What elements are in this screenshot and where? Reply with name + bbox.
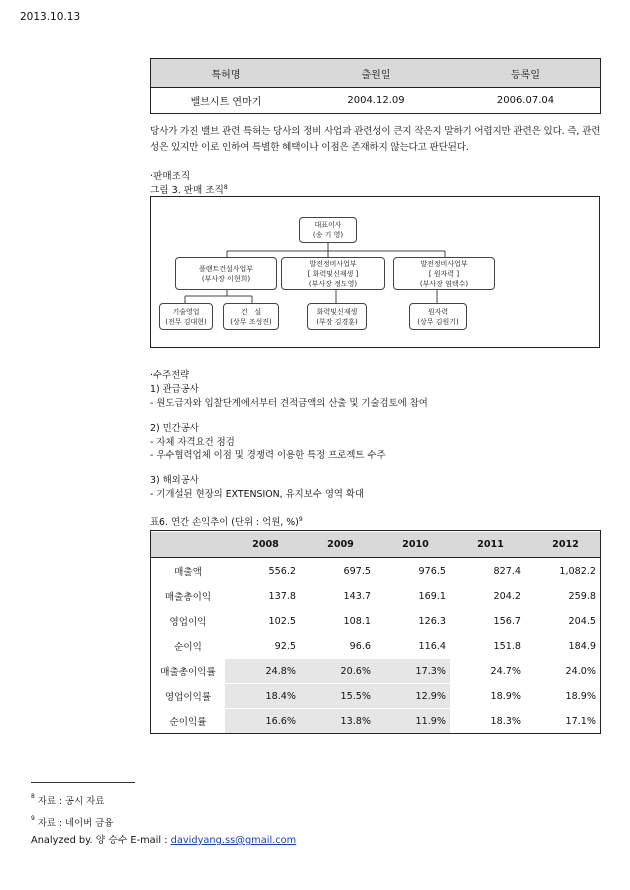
value-cell: 24.7%	[490, 665, 521, 677]
org-div2-title: 발전정비사업부	[309, 259, 357, 268]
value-cell: 169.1	[418, 590, 446, 602]
value-cell: 96.6	[349, 640, 371, 652]
value-cell: 204.2	[493, 590, 521, 602]
value-cell: 116.4	[418, 640, 446, 652]
strategy-p2-line1: - 자체 자격요건 점검	[150, 437, 235, 448]
value-cell: 151.8	[493, 640, 521, 652]
income-table	[150, 530, 601, 734]
strategy-section-title: ·수주전략	[150, 370, 190, 381]
org-box-ceo	[299, 217, 357, 243]
income-table-header	[151, 531, 600, 558]
org-box-plant-division	[175, 257, 277, 290]
income-header-year: 2010	[402, 539, 429, 550]
figure-caption-sup: 8	[223, 183, 228, 191]
value-cell: 126.3	[418, 615, 446, 627]
org-div2-name: (부사장 정도영)	[308, 279, 358, 288]
footnote-8-num: 8	[31, 793, 35, 800]
value-cell: 24.0%	[565, 665, 596, 677]
row-label: 순이익	[174, 642, 202, 653]
value-cell: 17.1%	[565, 715, 596, 727]
value-cell: 92.5	[274, 640, 296, 652]
analyst-email-link[interactable]: davidyang.ss@gmail.com	[170, 835, 297, 846]
strategy-p2-line2: - 우수협력업체 이점 및 경쟁력 이용한 특정 프로젝트 수주	[150, 450, 386, 461]
table-row	[151, 583, 600, 608]
org-sub2-title: 건 설	[240, 307, 262, 316]
org-box-thermal-division	[281, 257, 385, 290]
row-label: 매출총이익	[164, 592, 212, 603]
value-cell: 12.9%	[375, 684, 450, 708]
value-cell: 976.5	[418, 565, 446, 577]
value-cell: 1,082.2	[559, 565, 596, 577]
org-sub2-name: (상무 조성진)	[230, 317, 272, 326]
patent-header-filed: 출원일	[361, 69, 391, 81]
strategy-p2-title: 2) 민간공사	[150, 423, 199, 434]
org-div3-name: (부사장 염택수)	[419, 279, 469, 288]
row-label: 순이익률	[169, 717, 207, 728]
footnote-8-text: 자료 : 공시 자료	[34, 796, 105, 807]
org-div3-title: 발전정비사업부	[420, 259, 468, 268]
document-date: 2013.10.13	[20, 11, 81, 23]
sales-org-section-title: ·판매조직	[150, 171, 191, 182]
table-row	[151, 658, 600, 683]
income-header-year: 2009	[327, 539, 354, 550]
value-cell: 13.8%	[300, 709, 375, 733]
org-div3-sub: [ 원자력 ]	[428, 269, 460, 278]
table-row	[151, 708, 600, 733]
org-box-construction	[223, 303, 279, 330]
footnote-divider	[31, 782, 135, 783]
value-cell: 11.9%	[375, 709, 450, 733]
value-cell: 102.5	[268, 615, 296, 627]
patent-table	[150, 58, 601, 114]
figure-caption	[150, 182, 228, 196]
value-cell: 20.6%	[300, 659, 375, 683]
analyst-line	[31, 832, 296, 846]
org-box-thermal-team	[307, 303, 367, 330]
fin-table-caption-text: 표6. 연간 손익추이 (단위 : 억원, %)	[150, 517, 299, 529]
footnote-9	[31, 815, 113, 829]
org-sub4-name: (상무 김원기)	[417, 317, 459, 326]
value-cell: 697.5	[343, 565, 371, 577]
strategy-p3-line1: - 기개설된 현장의 EXTENSION, 유지보수 영역 확대	[150, 489, 365, 500]
org-sub3-name: (부장 김경훈)	[316, 317, 358, 326]
value-cell: 184.9	[568, 640, 596, 652]
analyst-prefix: Analyzed by. 양 승수 E-mail :	[31, 835, 171, 846]
value-cell: 18.3%	[490, 715, 521, 727]
income-table-body	[151, 558, 600, 733]
org-sub1-name: (전무 김대현)	[165, 317, 207, 326]
org-box-nuclear-division	[393, 257, 495, 290]
value-cell: 18.4%	[225, 684, 300, 708]
value-cell: 17.3%	[375, 659, 450, 683]
table-row	[151, 558, 600, 583]
income-header-year: 2011	[477, 539, 504, 550]
fin-table-caption-sup: 9	[298, 516, 303, 523]
value-cell: 556.2	[268, 565, 296, 577]
patent-paragraph: 당사가 가진 밸브 관련 특허는 당사의 정비 사업과 관련성이 큰지 작은지 말하기 어렵지만 관련은 있다. 즉, 관련성은 있지만 이로 인하여 특별한 혜택이나 이점은 존재하지 않는다고 판단된다.	[150, 126, 601, 153]
strategy-p3-title: 3) 해외공사	[150, 475, 199, 486]
income-header-blank	[151, 532, 225, 557]
value-cell: 108.1	[343, 615, 371, 627]
row-label: 영업이익	[169, 617, 207, 628]
strategy-p1-title: 1) 관급공사	[150, 384, 199, 395]
footnote-8	[31, 793, 104, 807]
table-row	[151, 683, 600, 708]
value-cell: 24.8%	[225, 659, 300, 683]
table-row	[151, 633, 600, 658]
income-header-year: 2008	[252, 539, 279, 550]
org-chart	[150, 196, 600, 348]
patent-table-header	[151, 59, 600, 88]
value-cell: 259.8	[568, 590, 596, 602]
patent-header-name: 특허명	[211, 69, 241, 81]
figure-caption-text: 그림 3. 판매 조직	[150, 185, 224, 196]
value-cell: 156.7	[493, 615, 521, 627]
footnote-9-text: 자료 : 네이버 금융	[34, 818, 114, 829]
patent-name-cell: 밸브시트 연마기	[190, 97, 262, 108]
patent-registered-cell: 2006.07.04	[496, 95, 555, 106]
fin-table-caption	[150, 514, 303, 529]
income-header-year: 2012	[552, 539, 579, 550]
org-box-nuclear-team	[409, 303, 467, 330]
org-ceo-title: 대표이사	[314, 221, 342, 229]
row-label: 매출액	[174, 567, 202, 578]
value-cell: 16.6%	[225, 709, 300, 733]
org-div2-sub: [ 화력및신재생 ]	[307, 269, 359, 278]
row-label: 매출총이익률	[160, 667, 216, 678]
value-cell: 18.9%	[565, 690, 596, 702]
org-div1-title: 플랜트건설사업부	[198, 264, 254, 273]
value-cell: 137.8	[268, 590, 296, 602]
org-ceo-name: (송 기 영)	[312, 231, 344, 239]
value-cell: 15.5%	[300, 684, 375, 708]
org-sub3-title: 화력및신재생	[316, 307, 358, 316]
value-cell: 143.7	[343, 590, 371, 602]
table-row	[151, 608, 600, 633]
org-box-tech-sales	[159, 303, 213, 330]
footnote-9-num: 9	[31, 815, 35, 822]
value-cell: 827.4	[493, 565, 521, 577]
row-label: 영업이익률	[164, 692, 212, 703]
patent-filed-cell: 2004.12.09	[347, 95, 405, 106]
value-cell: 18.9%	[490, 690, 521, 702]
table-row	[151, 88, 600, 113]
patent-header-registered: 등록일	[511, 69, 540, 81]
strategy-p1-line1: - 원도급자와 입찰단계에서부터 견적금액의 산출 및 기술검토에 참여	[150, 398, 428, 409]
value-cell: 204.5	[568, 615, 596, 627]
org-sub1-title: 기술영업	[172, 307, 200, 316]
org-sub4-title: 원자력	[427, 307, 449, 316]
org-div1-name: (부사장 이현희)	[201, 274, 251, 283]
